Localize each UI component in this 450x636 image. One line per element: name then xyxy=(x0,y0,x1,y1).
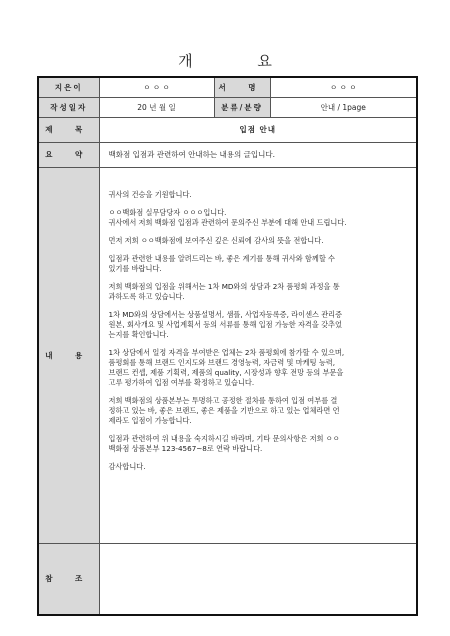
content-paragraph xyxy=(109,434,408,454)
content-line: 원본, 회사개요 및 사업계획서 등의 서류를 통해 입점 가능한 자격을 갖추었 xyxy=(108,319,342,329)
author-label: 지은이 xyxy=(38,77,99,97)
category-label: 분류/분량 xyxy=(214,97,270,117)
content-body xyxy=(99,167,417,543)
content-line: 브랜드 컨셉, 제품 기획력, 제품의 quality, 시장성과 향후 전망 등의 부문을 xyxy=(108,367,344,377)
content-paragraph xyxy=(109,462,408,472)
content-line: 저희 백화점의 입점을 위해서는 1차 MD와의 상담과 2차 품평회 과정을 통 xyxy=(108,281,340,291)
content-paragraph xyxy=(109,208,408,228)
subject-value: 입점 안내 xyxy=(99,117,417,142)
content-line: ㅇㅇ백화점 실무담당자 ㅇㅇㅇ입니다. xyxy=(108,207,227,217)
author-value: ㅇ ㅇ ㅇ xyxy=(99,77,214,97)
content-line: 입점과 관련한 내용를 알려드리는 바, 좋은 계기를 통해 귀사와 함께할 수 xyxy=(108,253,335,263)
content-label: 내 용 xyxy=(38,167,99,543)
content-paragraph xyxy=(109,396,408,426)
content-line: 1차 MD와의 상담에서는 상품설명서, 샘플, 사업자등록증, 라이센스 관리증 xyxy=(108,309,343,319)
content-paragraphs xyxy=(109,190,408,472)
content-paragraph xyxy=(109,310,408,340)
content-paragraph xyxy=(109,190,408,200)
sign-value: ㅇ ㅇ ㅇ xyxy=(270,77,417,97)
reference-value xyxy=(99,543,417,615)
content-line: 감사합니다. xyxy=(108,461,146,471)
subject-row xyxy=(38,117,417,142)
content-line: 제라도 입점이 가능합니다. xyxy=(108,415,192,425)
content-line: 귀사에서 저희 백화점 입점과 관련하여 문의주신 부분에 대해 안내 드립니다. xyxy=(108,217,347,227)
content-line: 귀사의 건승을 기원합니다. xyxy=(108,189,192,199)
content-line: 품평회를 통해 브랜드 인지도와 브랜드 경영능력, 자금력 및 마케팅 능력, xyxy=(108,357,335,367)
date-row xyxy=(38,97,417,117)
content-line: 과하도록 하고 있습니다. xyxy=(108,291,185,301)
content-paragraph xyxy=(109,236,408,246)
sign-label: 서 명 xyxy=(214,77,270,97)
category-value: 안내 / 1page xyxy=(270,97,417,117)
content-paragraph xyxy=(109,254,408,274)
content-paragraph xyxy=(109,282,408,302)
content-line: 1차 상담에서 일정 자격을 부여받은 업체는 2차 품평회에 참가할 수 있으며, xyxy=(108,347,345,357)
reference-row xyxy=(38,543,417,615)
subject-label: 제 목 xyxy=(38,117,99,142)
content-row xyxy=(38,167,417,543)
date-value: 20 년 월 일 xyxy=(99,97,214,117)
date-label: 작성일자 xyxy=(38,97,99,117)
document-title: 개 요 xyxy=(178,52,302,70)
content-line: 는지를 확인합니다. xyxy=(108,329,169,339)
summary-value: 백화점 입점과 관련하여 안내하는 내용의 글입니다. xyxy=(99,142,417,167)
content-line: 정하고 있는 바, 좋은 브랜드, 좋은 제품을 기반으로 하고 있는 업체라면 언 xyxy=(108,405,340,415)
summary-label: 요 약 xyxy=(38,142,99,167)
reference-label: 참 조 xyxy=(38,543,99,615)
content-paragraph xyxy=(109,348,408,388)
content-line: 입점과 관련하여 위 내용을 숙지하시길 바라며, 기타 문의사항은 저희 ㅇㅇ xyxy=(108,433,340,443)
content-line: 고루 평가하여 입점 여부를 확정하고 있습니다. xyxy=(108,377,255,387)
content-line: 먼저 저희 ㅇㅇ백화점에 보여주신 깊은 신뢰에 감사의 뜻을 전합니다. xyxy=(108,235,324,245)
content-line: 백화점 상품본부 123-4567~8로 연락 바랍니다. xyxy=(108,443,263,453)
author-row xyxy=(38,77,417,97)
content-line: 있기를 바랍니다. xyxy=(108,263,162,273)
summary-form-table xyxy=(37,76,418,616)
content-line: 저희 백화점의 상품본부는 투명하고 공정한 절차를 통하여 입점 여부를 결 xyxy=(108,395,338,405)
summary-row xyxy=(38,142,417,167)
